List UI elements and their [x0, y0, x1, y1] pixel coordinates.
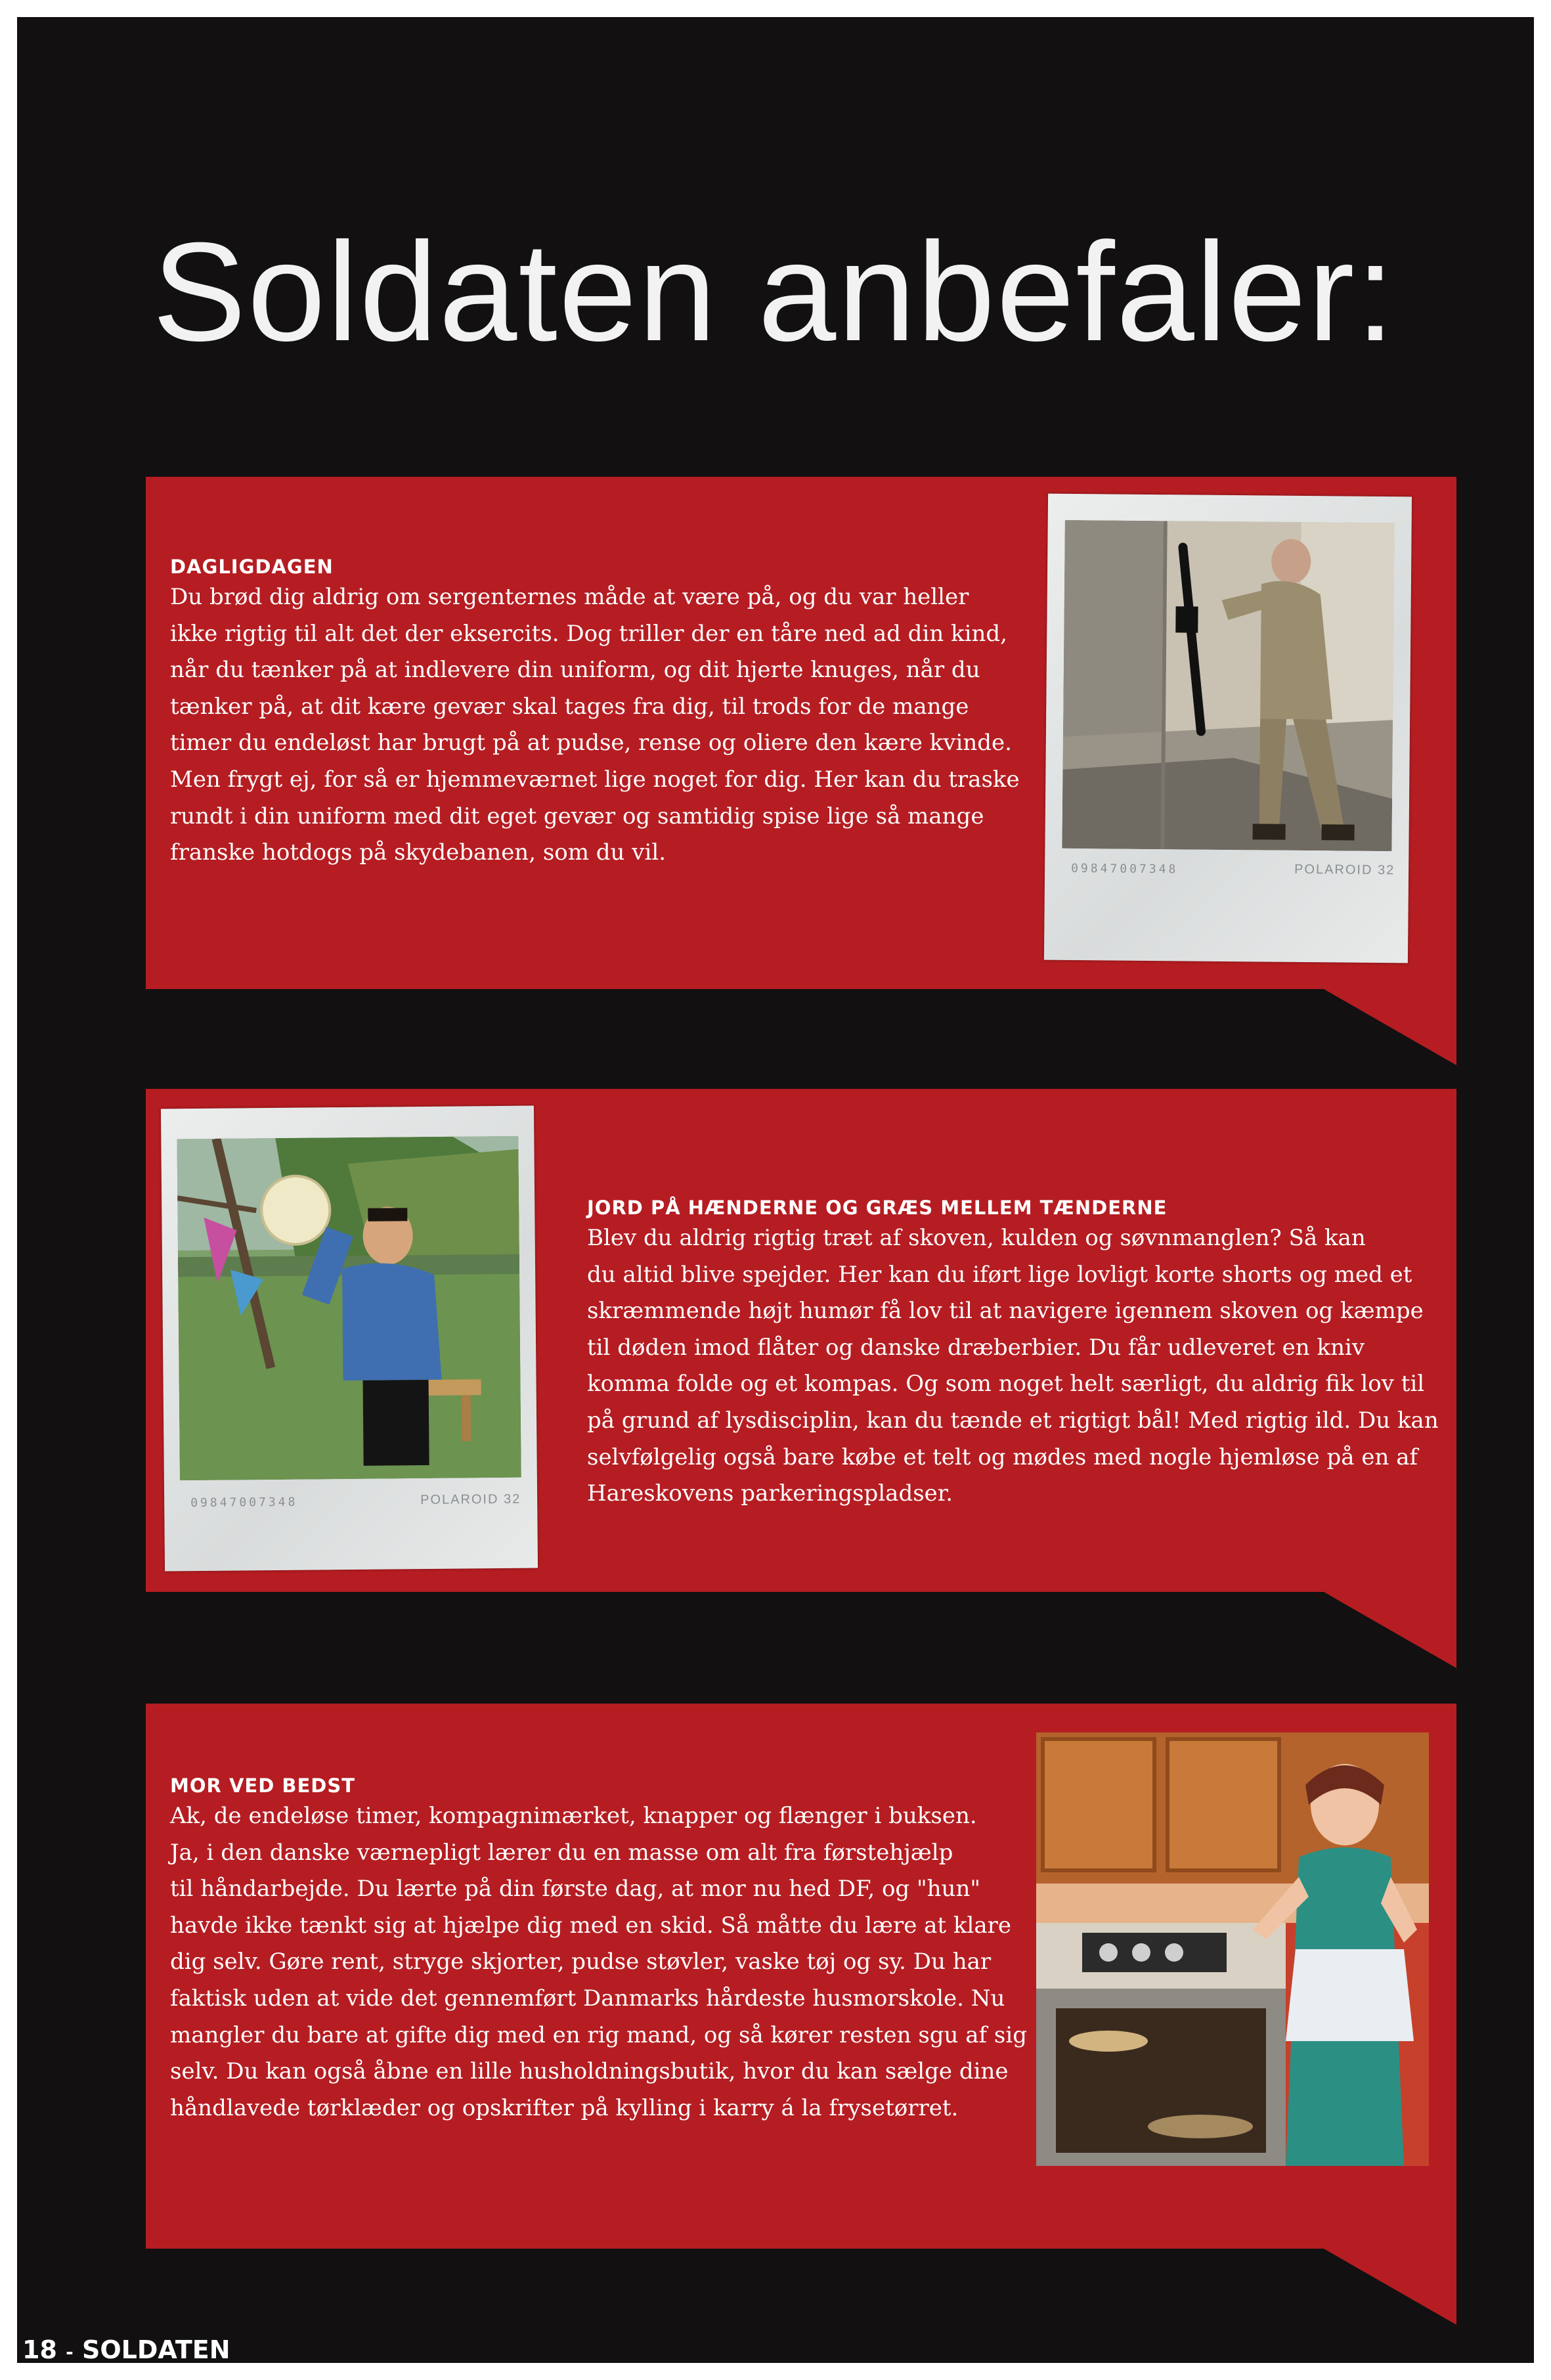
publication-name: SOLDATEN	[81, 2335, 230, 2363]
section-heading: DAGLIGDAGEN	[170, 556, 334, 578]
polaroid-photo-soldier	[1044, 494, 1412, 963]
page-footer	[22, 2335, 230, 2363]
polaroid-brand: POLAROID 32	[420, 1491, 521, 1508]
polaroid-code: 09847007348	[1071, 861, 1179, 877]
footer-separator: -	[66, 2341, 74, 2363]
page-number: 18	[22, 2335, 57, 2363]
section-body: Ak, de endeløse timer, kompagnimærket, knapper og flænger i buksen. Ja, i den danske værnepligt lærer du en masse om alt fra førstehjælp til håndarbejde. Du lærte på din første dag, at mor nu hed DF, og "hun" havde ikke tænkt sig at hjælpe dig med en skid. Så måtte du lære at klare dig selv. Gøre rent, stryge skjorter, pudse støvler, vaske tøj og sy. Du har faktisk uden at vide det gennemført Danmarks hårdeste husmorskole. Nu mangler du bare at gifte dig med en rig mand, og så kører resten sgu af sig selv. Du kan også åbne en lille husholdningsbutik, hvor du kan sælge dine håndlavede tørklæder og opskrifter på kylling i karry á la frysetørret.	[170, 1803, 1027, 2121]
section-body: Blev du aldrig rigtig træt af skoven, kulden og søvnmanglen? Så kan du altid blive spejder. Her kan du iført lige lovligt korte shorts og med et skræmmende højt humør få lov til at navigere igennem skoven og kæmpe til døden imod flåter og danske dræberbier. Du får udleveret en kniv komma folde og et kompas. Og som noget helt særligt, du aldrig fik lov til på grund af lysdisciplin, kan du tænde et rigtigt bål! Med rigtig ild. Du kan selvfølgelig også bare købe et telt og mødes med nogle hjemløse på en af Hareskovens parkeringspladser.	[587, 1225, 1439, 1507]
polaroid-brand: POLAROID 32	[1294, 862, 1395, 878]
section-heading: MOR VED BEDST	[170, 1774, 356, 1797]
speech-box-tail	[1324, 2249, 1456, 2325]
section-body: Du brød dig aldrig om sergenternes måde at være på, og du var heller ikke rigtig til alt det der eksercits. Dog triller der en tåre ned ad din kind, når du tænker på at indlevere din uniform, og dit hjerte knuges, når du tænker på, at dit kære gevær skal tages fra dig, til trods for de mange timer du endeløst har brugt på at pudse, rense og oliere den kære kvinde. Men frygt ej, for så er hjemmeværnet lige noget for dig. Her kan du traske rundt i din uniform med dit eget gevær og samtidig spise lige så mange franske hotdogs på skydebanen, som du vil.	[170, 584, 1020, 866]
scout-photo	[177, 1136, 521, 1481]
page-title: Soldaten anbefaler:	[152, 213, 1397, 370]
polaroid-photo-scout	[161, 1106, 538, 1572]
soldier-photo	[1062, 520, 1394, 851]
speech-box-tail	[1324, 1592, 1456, 1668]
polaroid-code: 09847007348	[190, 1495, 298, 1510]
magazine-page	[17, 17, 1534, 2363]
section-heading: JORD PÅ HÆNDERNE OG GRÆS MELLEM TÆNDERNE	[587, 1197, 1168, 1219]
housewife-photo	[1036, 1732, 1429, 2166]
speech-box-tail	[1324, 989, 1456, 1065]
